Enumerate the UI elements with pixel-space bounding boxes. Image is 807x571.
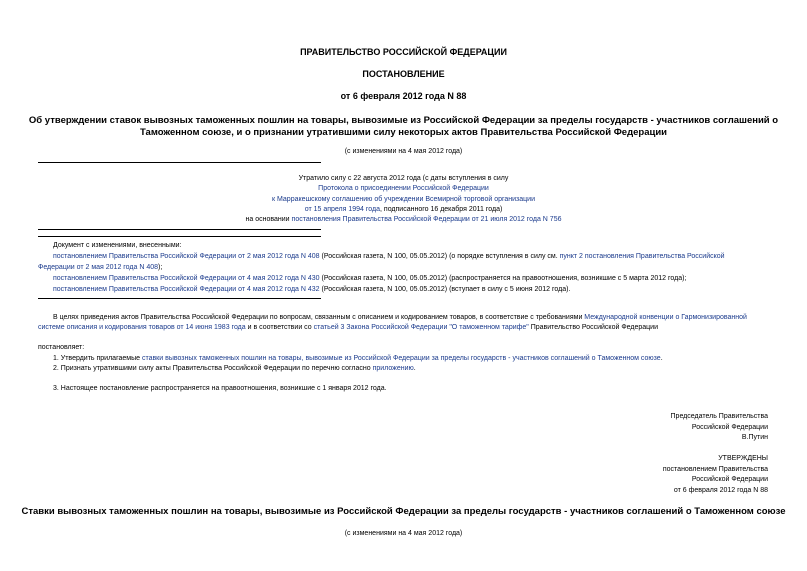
item-text: 1. Утвердить прилагаемые [53, 355, 142, 362]
amendment-text: (Российская газета, N 100, 05.05.2012) (о порядке вступления в силу см. [319, 253, 560, 260]
void-notice-line: Утратило силу с 22 августа 2012 года (с даты вступления в силу [298, 175, 509, 182]
hs-convention-link[interactable]: Международной конвенции о Гармонизированной [584, 314, 747, 321]
annex-title: Ставки вывозных таможенных пошлин на товары, вывозимые из Российской Федерации за пределы государств - участников соглашений о Таможенном союзе [21, 506, 786, 517]
decree-430-link[interactable]: постановлением Правительства Российской Федерации от 4 мая 2012 года N 430 [53, 275, 320, 282]
preamble-text: В целях приведения актов Правительства Российской Федерации по вопросам, связанным с описанием и кодированием товаров, в соответствие с требованиями [53, 314, 585, 321]
decree-408-clause-link-cont[interactable]: Федерации от 2 мая 2012 года N 408 [38, 264, 159, 271]
amendment-row [53, 273, 686, 284]
amendment-text: ); [158, 264, 163, 271]
appendix-link[interactable]: приложению [372, 365, 414, 372]
signature-line: Председатель Правительства [670, 413, 768, 420]
document-date-number: от 6 февраля 2012 года N 88 [340, 91, 467, 101]
divider [38, 298, 321, 299]
item-text: 2. Признать утратившими силу акты Правительства Российской Федерации по перечню согласно [53, 365, 373, 372]
government-heading: ПРАВИТЕЛЬСТВО РОССИЙСКОЙ ФЕДЕРАЦИИ [300, 47, 507, 57]
item-3: 3. Настоящее постановление распространяется на правоотношения, возникшие с 1 января 2012 года. [53, 385, 387, 392]
decree-408-clause-link[interactable]: пункт 2 постановления Правительства Российской [559, 253, 725, 260]
approval-line: от 6 февраля 2012 года N 88 [673, 486, 768, 494]
signature-line: Российской Федерации [691, 423, 768, 431]
preamble-text: Правительство Российской Федерации [528, 324, 658, 331]
agreement-date-link[interactable]: от 15 апреля 1994 года [304, 205, 381, 213]
divider [38, 162, 321, 163]
signed-date-text: , подписанного 16 декабря 2011 года) [380, 205, 503, 213]
item-text: . [413, 365, 416, 372]
item-text: . [660, 355, 663, 362]
divider [38, 229, 321, 230]
approval-line: постановлением Правительства [662, 465, 768, 473]
marrakesh-agreement-link[interactable]: к Марракешскому соглашению об учреждении Всемирной торговой организации [271, 195, 535, 203]
signature-block [671, 412, 768, 444]
signature-name: В.Путин [741, 434, 768, 441]
approval-line: УТВЕРЖДЕНЫ [718, 455, 768, 462]
approval-block [663, 454, 768, 496]
changes-note: (с изменениями на 4 мая 2012 года) [344, 148, 463, 155]
annex-changes-note: (с изменениями на 4 мая 2012 года) [344, 530, 463, 537]
decree-word: постановляет: [38, 344, 85, 351]
decree-408-link[interactable]: постановлением Правительства Российской Федерации от 2 мая 2012 года N 408 [53, 253, 320, 260]
hs-convention-link-cont[interactable]: системе описания и кодирования товаров от 14 июня 1983 года [38, 324, 246, 331]
protocol-link[interactable]: Протокола о присоединении Российской Федерации [318, 185, 489, 193]
decree-756-link[interactable]: постановления Правительства Российской Федерации от 21 июля 2012 года N 756 [291, 216, 562, 224]
export-duty-rates-link[interactable]: ставки вывозных таможенных пошлин на товары, вывозимые из Российской Федерации за пределы государств - участников соглашений о Таможенном союзе [141, 355, 661, 362]
document-type: ПОСТАНОВЛЕНИЕ [362, 69, 445, 79]
divider [38, 236, 321, 237]
amendment-row [53, 251, 725, 262]
amendments-intro: Документ с изменениями, внесенными: [53, 242, 182, 249]
amendment-text: (Российская газета, N 100, 05.05.2012) (распространяется на правоотношения, возникшие с 5 марта 2012 года); [319, 275, 687, 282]
amendment-text: (Российская газета, N 100, 05.05.2012) (вступает в силу с 5 июня 2012 года). [319, 286, 571, 293]
customs-tariff-law-link[interactable]: статьей 3 Закона Российской Федерации "О таможенном тарифе" [313, 324, 529, 331]
amendment-row [53, 284, 570, 295]
amendment-row [38, 262, 162, 273]
document-title-line-1: Об утверждении ставок вывозных таможенных пошлин на товары, вывозимые из Российской Федерации за пределы государств - участников соглашений о [28, 115, 779, 126]
void-notice [0, 174, 807, 225]
document-title-line-2: Таможенном союзе, и о признании утратившими силу некоторых актов Правительства Российской Федерации [139, 127, 668, 138]
approval-line: Российской Федерации [691, 476, 768, 483]
basis-text: на основании [245, 216, 292, 224]
preamble-text: и в соответствии со [245, 324, 314, 331]
decree-432-link[interactable]: постановлением Правительства Российской Федерации от 4 мая 2012 года N 432 [53, 286, 320, 293]
preamble-line [38, 322, 658, 333]
item-2 [53, 363, 416, 374]
